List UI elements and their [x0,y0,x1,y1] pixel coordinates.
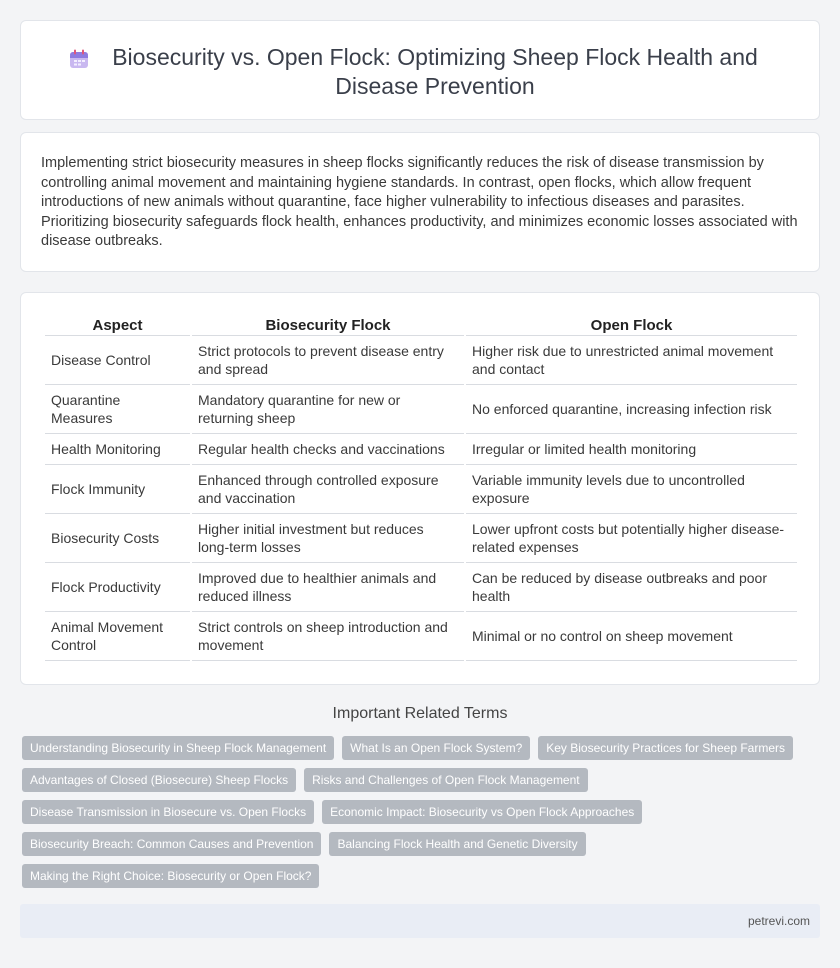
table-cell: Can be reduced by disease outbreaks and poor health [466,563,797,612]
related-term-tag[interactable]: Economic Impact: Biosecurity vs Open Flock Approaches [322,800,642,824]
footer [20,904,820,938]
header-card [20,20,820,120]
table-row [45,336,797,385]
table-header-row [45,316,797,336]
comparison-table-card [20,292,820,685]
page-title: Biosecurity vs. Open Flock: Optimizing Sheep Flock Health and Disease Prevention [112,44,758,99]
table-cell: Quarantine Measures [45,385,190,434]
table-cell: Higher risk due to unrestricted animal movement and contact [466,336,797,385]
table-row [45,612,797,661]
table-cell: Animal Movement Control [45,612,190,661]
table-row [45,563,797,612]
column-header-aspect: Aspect [45,316,190,336]
table-row [45,514,797,563]
related-term-tag[interactable]: Biosecurity Breach: Common Causes and Prevention [22,832,321,856]
column-header-biosecurity: Biosecurity Flock [192,316,464,336]
related-terms-title: Important Related Terms [332,705,508,722]
comparison-table [43,316,799,661]
table-cell: Minimal or no control on sheep movement [466,612,797,661]
related-term-tag[interactable]: Understanding Biosecurity in Sheep Flock Management [22,736,334,760]
footer-site-link[interactable]: petrevi.com [747,914,810,928]
related-term-tag[interactable]: What Is an Open Flock System? [342,736,530,760]
table-cell: Disease Control [45,336,190,385]
related-terms-list [22,736,812,896]
table-cell: Biosecurity Costs [45,514,190,563]
table-row [45,434,797,465]
table-cell: Improved due to healthier animals and reduced illness [192,563,464,612]
table-cell: Irregular or limited health monitoring [466,434,797,465]
related-term-tag[interactable]: Balancing Flock Health and Genetic Diversity [329,832,585,856]
column-header-open-flock: Open Flock [466,316,797,336]
intro-paragraph: Implementing strict biosecurity measures in sheep flocks significantly reduces the risk of disease transmission by controlling animal movement and maintaining hygiene standards. In contrast, open flocks, which allow frequent introductions of new animals without quarantine, face higher vulnerability to infectious diseases and parasites. Prioritizing biosecurity safeguards flock health, enhances productivity, and minimizes economic losses associated with disease outbreaks. [41,155,798,249]
table-cell: Strict controls on sheep introduction and movement [192,612,464,661]
related-term-tag[interactable]: Making the Right Choice: Biosecurity or Open Flock? [22,864,319,888]
related-term-tag[interactable]: Disease Transmission in Biosecure vs. Open Flocks [22,800,314,824]
table-row [45,465,797,514]
table-cell: Flock Immunity [45,465,190,514]
table-cell: Strict protocols to prevent disease entry and spread [192,336,464,385]
table-cell: Flock Productivity [45,563,190,612]
table-cell: No enforced quarantine, increasing infection risk [466,385,797,434]
intro-card [20,132,820,272]
table-cell: Health Monitoring [45,434,190,465]
table-cell: Mandatory quarantine for new or returning sheep [192,385,464,434]
table-cell: Variable immunity levels due to uncontrolled exposure [466,465,797,514]
table-row [45,385,797,434]
table-cell: Higher initial investment but reduces long-term losses [192,514,464,563]
related-term-tag[interactable]: Risks and Challenges of Open Flock Management [304,768,587,792]
related-term-tag[interactable]: Key Biosecurity Practices for Sheep Farmers [538,736,793,760]
table-cell: Enhanced through controlled exposure and vaccination [192,465,464,514]
table-cell: Regular health checks and vaccinations [192,434,464,465]
related-term-tag[interactable]: Advantages of Closed (Biosecure) Sheep Flocks [22,768,296,792]
table-cell: Lower upfront costs but potentially higher disease-related expenses [466,514,797,563]
